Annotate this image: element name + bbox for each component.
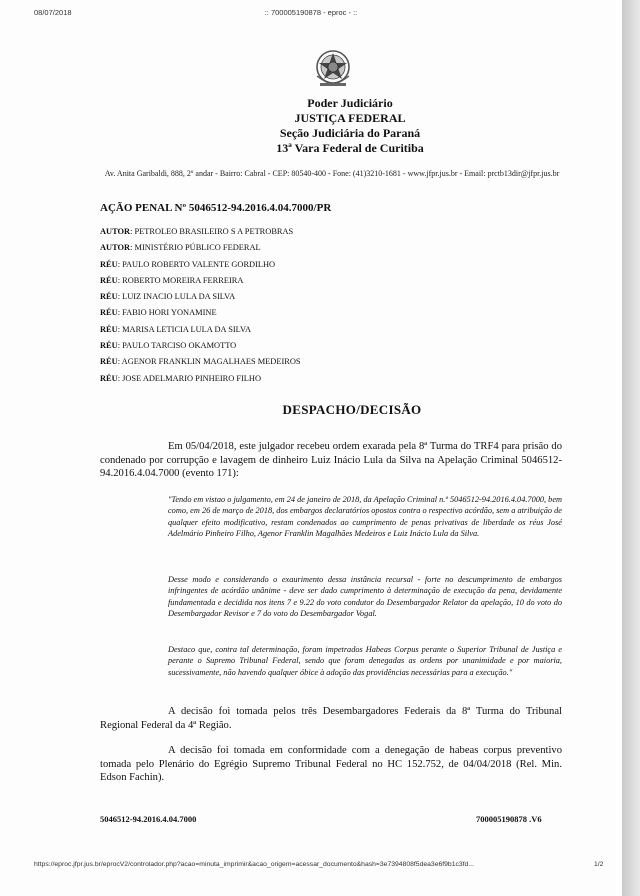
party-role: RÉU <box>100 341 118 351</box>
party-row <box>100 354 301 370</box>
party-name: : PAULO ROBERTO VALENTE GORDILHO <box>117 259 276 269</box>
party-row <box>100 224 301 240</box>
brasao-republica-icon <box>311 46 355 90</box>
print-url: https://eproc.jfpr.jus.br/eprocV2/controlador.php?acao=minuta_imprimir&acao_origem=acessar_documento&hash=3e7394808f5dea3e6f9b1c3fd... <box>34 861 475 868</box>
quote-1: "Tendo em vistao o julgamento, em 24 de janeiro de 2018, da Apelação Criminal n.º 5046512-94.2016.4.04.7000, bem como, em 26 de março de 2018, dos embargos declaratórios opostos contra o respectivo acórdão, sem a atribuição de qualquer efeito modificativo, restam condenados ao cumprimento de penas privativas de liberdade os réus José Adelmário Pinheiro Filho, Agenor Franklin Magalhães Medeiros e Luiz Inácio Lula da Silva. <box>168 495 562 538</box>
party-role: RÉU <box>100 259 118 269</box>
print-title: :: 700005190878 - eproc - :: <box>264 8 358 17</box>
footer-case-number: 5046512-94.2016.4.04.7000 <box>100 814 197 824</box>
party-row <box>100 257 301 273</box>
party-row <box>100 371 301 387</box>
party-role: RÉU <box>100 357 118 367</box>
header-line-4: 13ª Vara Federal de Curitiba <box>276 141 424 155</box>
paragraph-2: A decisão foi tomada pelos três Desembargadores Federais da 8ª Turma do Tribunal Regional Federal da 4ª Região. <box>100 706 562 731</box>
party-row <box>100 273 301 289</box>
party-role: RÉU <box>100 373 118 383</box>
party-name: : PETROLEO BRASILEIRO S A PETROBRAS <box>130 227 294 236</box>
party-name: : FABIO HORI YONAMINE <box>117 308 217 318</box>
party-name: : PAULO TARCISO OKAMOTTO <box>117 341 237 351</box>
print-date: 08/07/2018 <box>34 8 72 17</box>
party-role: RÉU <box>100 324 118 334</box>
party-row <box>100 322 301 338</box>
party-role: AUTOR <box>100 227 131 236</box>
court-header <box>0 96 640 156</box>
paragraph-3: A decisão foi tomada em conformidade com a denegação de habeas corpus preventivo tomada pelo Plenário do Egrégio Supremo Tribunal Federal no HC 152.752, de 04/04/2018 (Rel. Min. Edson Fachin). <box>100 745 562 784</box>
header-line-1: Poder Judiciário <box>307 96 393 110</box>
party-name: : MINISTÉRIO PÚBLICO FEDERAL <box>130 243 261 253</box>
party-name: : AGENOR FRANKLIN MAGALHAES MEDEIROS <box>117 357 301 367</box>
party-role: RÉU <box>100 308 118 318</box>
party-row <box>100 240 301 256</box>
party-name: : ROBERTO MOREIRA FERREIRA <box>117 275 244 285</box>
court-address: Av. Anita Garibaldi, 888, 2º andar - Bairro: Cabral - CEP: 80540-400 - Fone: (41)3210-1681 - www.jfpr.jus.br - Email: prctb13dir@jfpr.jus.br <box>104 169 560 178</box>
quote-3: Destaco que, contra tal determinação, foram impetrados Habeas Corpus perante o Superior Tribunal de Justiça e perante o Supremo Tribunal Federal, sendo que foram denegadas as ordens por unanimidade e por maioria, sucessivamente, não havendo qualquer óbice à adoção das providências necessárias para a execução." <box>168 645 562 677</box>
parties-list <box>100 224 301 387</box>
page-edge-shadow <box>622 0 640 896</box>
party-name: : JOSE ADELMARIO PINHEIRO FILHO <box>117 373 261 383</box>
party-role: AUTOR <box>100 243 131 253</box>
party-row <box>100 289 301 305</box>
party-row <box>100 338 301 354</box>
print-page-number: 1/2 <box>594 861 604 868</box>
paragraph-1: Em 05/04/2018, este julgador recebeu ordem exarada pela 8ª Turma do TRF4 para prisão do condenado por corrupção e lavagem de dinheiro Luiz Inácio Lula da Silva na Apelação Criminal 5046512-94.2016.4.04.7000 (evento 171): <box>100 441 562 480</box>
party-role: RÉU <box>100 275 118 285</box>
header-line-3: Seção Judiciária do Paraná <box>279 126 421 140</box>
decision-title: DESPACHO/DECISÃO <box>282 402 422 417</box>
party-row <box>100 305 301 321</box>
header-line-2: JUSTIÇA FEDERAL <box>294 111 406 125</box>
case-title: AÇÃO PENAL Nº 5046512-94.2016.4.04.7000/PR <box>100 202 332 214</box>
footer-doc-id: 700005190878 .V6 <box>476 814 542 824</box>
party-name: : LUIZ INACIO LULA DA SILVA <box>117 292 236 302</box>
party-role: RÉU <box>100 292 118 302</box>
quote-2: Desse modo e considerando o exaurimento dessa instância recursal - forte no descumprimento de embargos infringentes de acórdão unânime - deve ser dado cumprimento à determinação de execução da pena, devidamente fundamentada e decidida nos itens 7 e 9.22 do voto condutor do Desembargador Relator da apelação, 10 do voto do Desembargador Revisor e 7 do voto do Desembargador Vogal. <box>168 575 562 618</box>
party-name: : MARISA LETICIA LULA DA SILVA <box>117 324 251 334</box>
